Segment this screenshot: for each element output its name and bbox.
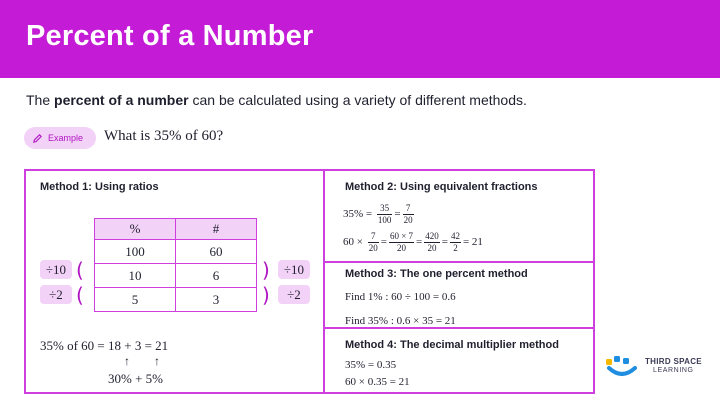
ratio-header-percent: % [95, 219, 176, 240]
method4-line1: 35% = 0.35 [345, 359, 397, 371]
method4-line2: 60 × 0.35 = 21 [345, 376, 410, 388]
logo-sub: LEARNING [653, 367, 694, 374]
fraction-numerator: 60 × 7 [389, 231, 414, 241]
method1-breakdown: 30% + 5% [108, 371, 163, 386]
ratio-cell: 6 [176, 264, 257, 288]
intro-bold: percent of a number [54, 92, 189, 108]
example-badge [24, 127, 96, 149]
divide-2-label-right: ÷2 [278, 285, 310, 304]
method2-line2-result: = 21 [462, 236, 483, 249]
panel-divider [325, 261, 593, 263]
method2-line2: 60 × $\frac{7}{20}$ = $\frac{60 \times 7}{20}$ = $\frac{420}{20}$ = $\frac{42}{2}$ = 21 [343, 231, 483, 253]
method2-line1-lhs: 35% = [343, 208, 373, 221]
fraction-denominator: 100 [377, 215, 392, 225]
fraction [377, 203, 393, 226]
ratio-cell: 100 [95, 240, 176, 264]
intro-before: The [26, 92, 55, 108]
method2-line1: 35% = $\frac{35}{100}$ = $\frac{7}{20}$ [343, 203, 413, 225]
table-row [95, 240, 257, 264]
method1-heading: Method 1: Using ratios [40, 181, 159, 193]
table-row [95, 288, 257, 312]
fraction [403, 203, 414, 226]
fraction-denominator: 20 [396, 243, 406, 253]
intro-text [26, 92, 527, 108]
fraction [450, 231, 461, 254]
fraction-denominator: 20 [427, 243, 437, 253]
up-arrow-icon: ↑ [154, 354, 160, 368]
divide-10-label-left: ÷10 [40, 260, 72, 279]
logo-icon [606, 356, 638, 378]
bracket-icon: ) [262, 283, 270, 307]
bracket-icon: ( [76, 283, 84, 307]
fraction-numerator: 42 [450, 231, 460, 241]
method1-result: 35% of 60 = 18 + 3 = 21 [40, 338, 169, 353]
fraction-numerator: 35 [377, 203, 393, 215]
method4-heading: Method 4: The decimal multiplier method [345, 339, 559, 351]
table-row [95, 264, 257, 288]
panel-divider [323, 171, 325, 392]
method3-heading: Method 3: The one percent method [345, 268, 528, 280]
fraction-denominator: 20 [368, 243, 378, 253]
method2-line2-lhs: 60 × [343, 236, 363, 249]
fraction-denominator: 2 [453, 243, 458, 253]
page-title: Percent of a Number [26, 20, 314, 52]
ratio-cell: 10 [95, 264, 176, 288]
intro-after: can be calculated using a variety of different methods. [188, 92, 527, 108]
ratio-cell: 5 [95, 288, 176, 312]
fraction [368, 231, 379, 254]
method3-line2-label: Find 35% [345, 315, 389, 327]
bracket-icon: ) [262, 258, 270, 282]
ratio-table [94, 218, 257, 312]
logo-name: THIRD SPACE [645, 357, 702, 366]
ratio-header-number: # [176, 219, 257, 240]
bracket-icon: ( [76, 258, 84, 282]
example-label: Example [48, 133, 84, 143]
divide-2-label-left: ÷2 [40, 285, 72, 304]
panel-divider [325, 327, 593, 329]
method2-heading: Method 2: Using equivalent fractions [345, 181, 538, 193]
method3-line1-calc: : 60 ÷ 100 = 0.6 [385, 291, 456, 303]
third-space-logo [606, 356, 706, 378]
fraction-numerator: 420 [425, 231, 439, 241]
method3-line1 [345, 291, 456, 303]
fraction-denominator: 20 [403, 215, 413, 225]
fraction-numerator: 7 [368, 231, 379, 243]
example-question: What is 35% of 60? [104, 128, 224, 144]
title-banner [0, 0, 720, 78]
ratio-cell: 60 [176, 240, 257, 264]
up-arrow-icon: ↑ [124, 354, 130, 368]
fraction-numerator: 7 [403, 203, 414, 215]
ratio-cell: 3 [176, 288, 257, 312]
method3-line2-calc: : 0.6 × 35 = 21 [390, 315, 456, 327]
fraction [424, 231, 440, 254]
divide-10-label-right: ÷10 [278, 260, 310, 279]
method3-line2 [345, 315, 456, 327]
fraction [389, 231, 414, 254]
pencil-icon [32, 133, 43, 144]
methods-panel [24, 169, 595, 394]
method3-line1-label: Find 1% [345, 291, 383, 303]
